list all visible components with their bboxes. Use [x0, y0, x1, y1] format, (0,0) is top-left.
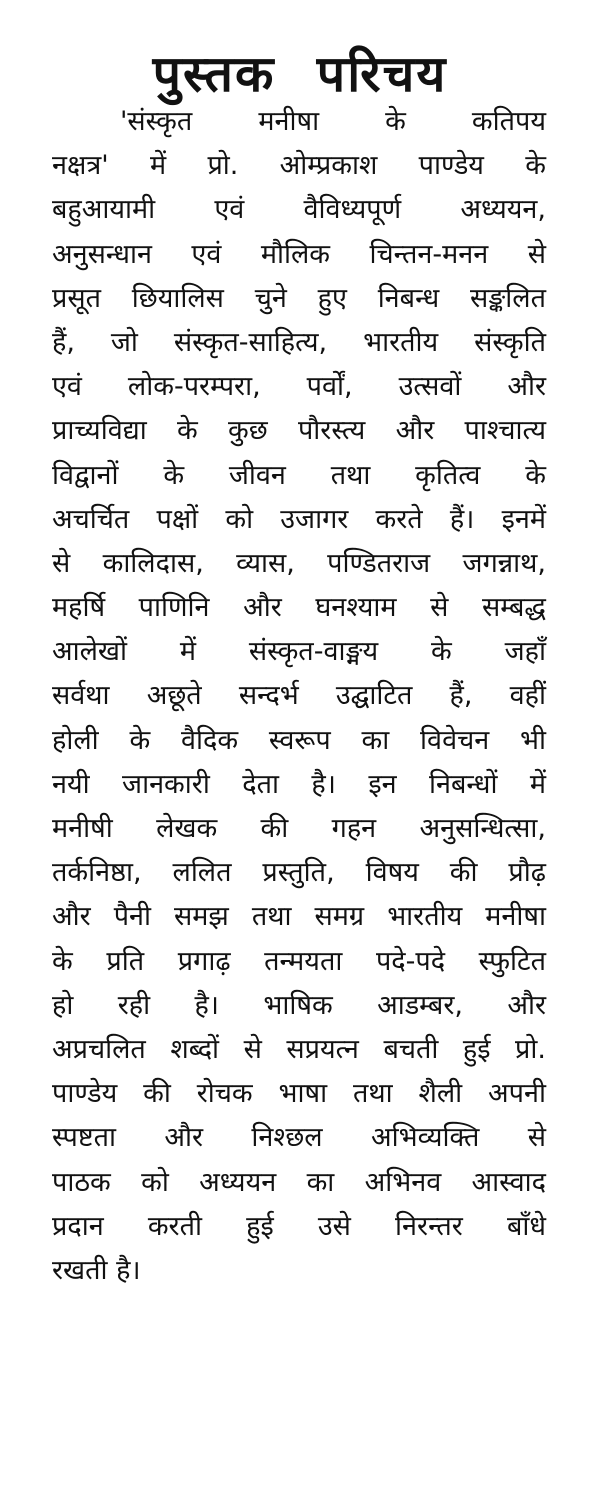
text-line: हो रही है। भाषिक आडम्बर, और	[52, 989, 546, 1021]
text-line: अचर्चित पक्षों को उजागर करते हैं। इनमें	[52, 503, 546, 535]
text-line: तर्कनिष्ठा, ललित प्रस्तुति, विषय की प्रौढ़	[52, 857, 546, 889]
book-introduction-paragraph	[52, 100, 546, 1293]
text-line: अनुसन्धान एवं मौलिक चिन्तन-मनन से	[52, 238, 546, 270]
text-line: एवं लोक-परम्परा, पर्वों, उत्सवों और	[52, 371, 546, 403]
text-line: के प्रति प्रगाढ़ तन्मयता पदे-पदे स्फुटित	[52, 945, 546, 977]
text-line: होली के वैदिक स्वरूप का विवेचन भी	[52, 724, 546, 756]
text-line: आलेखों में संस्कृत-वाङ्मय के जहाँ	[52, 636, 546, 668]
text-line: हैं, जो संस्कृत-साहित्य, भारतीय संस्कृति	[52, 326, 546, 358]
text-line: स्पष्टता और निश्छल अभिव्यक्ति से	[52, 1122, 546, 1154]
text-line: और पैनी समझ तथा समग्र भारतीय मनीषा	[52, 901, 546, 933]
text-line: प्रसूत छियालिस चुने हुए निबन्ध सङ्कलित	[52, 282, 546, 314]
text-line: पाण्डेय की रोचक भाषा तथा शैली अपनी	[52, 1078, 546, 1110]
text-line: मनीषी लेखक की गहन अनुसन्धित्सा,	[52, 813, 546, 844]
text-line: प्रदान करती हुई उसे निरन्तर बाँधे	[52, 1210, 546, 1242]
text-line: 'संस्कृत मनीषा के कतिपय	[120, 106, 546, 137]
text-line: पाठक को अध्ययन का अभिनव आस्वाद	[52, 1166, 546, 1198]
text-line: अप्रचलित शब्दों से सप्रयत्न बचती हुई प्रो.	[52, 1033, 546, 1065]
text-line: रखती है।	[52, 1254, 141, 1286]
page-title: पुस्तक परिचय	[152, 44, 448, 103]
text-line: बहुआयामी एवं वैविध्यपूर्ण अध्ययन,	[52, 194, 546, 226]
text-line: सर्वथा अछूते सन्दर्भ उद्घाटित हैं, वहीं	[52, 680, 546, 712]
text-line: से कालिदास, व्यास, पण्डितराज जगन्नाथ,	[52, 547, 546, 579]
text-line: विद्वानों के जीवन तथा कृतित्व के	[52, 459, 546, 491]
text-line: नक्षत्र' में प्रो. ओम्प्रकाश पाण्डेय के	[52, 150, 546, 182]
text-line: प्राच्यविद्या के कुछ पौरस्त्य और पाश्चात्य	[52, 415, 546, 447]
text-line: नयी जानकारी देता है। इन निबन्धों में	[52, 768, 546, 800]
text-line: महर्षि पाणिनि और घनश्याम से सम्बद्ध	[52, 592, 546, 624]
